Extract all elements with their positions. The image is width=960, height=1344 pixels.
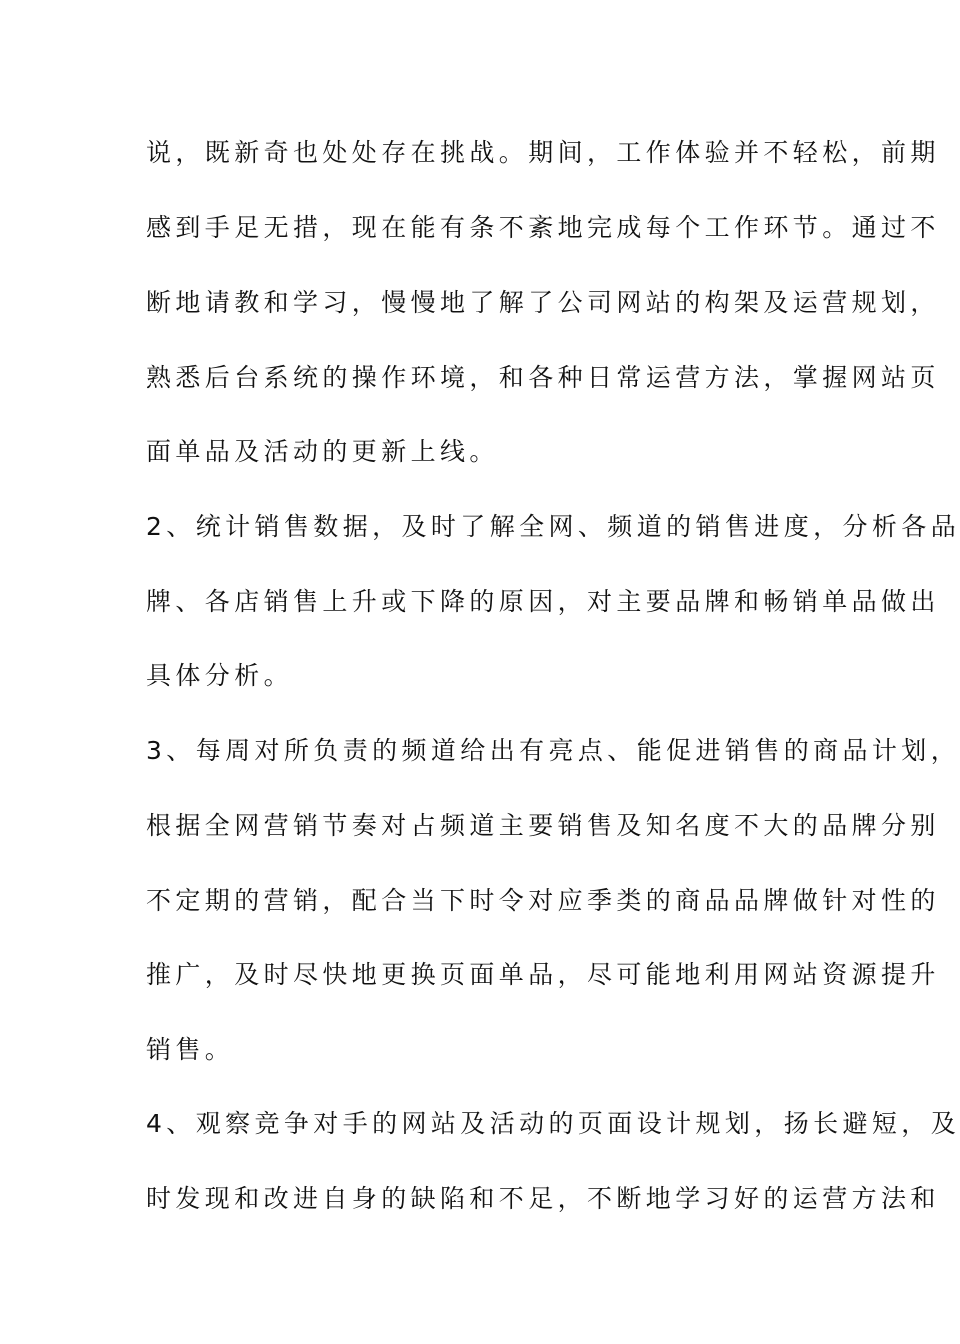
paragraph-line: 根据全网营销节奏对占频道主要销售及知名度不大的品牌分别 (146, 811, 940, 840)
paragraph-line: 断地请教和学习，慢慢地了解了公司网站的构架及运营规划， (146, 288, 940, 317)
paragraph-line: 时发现和改进自身的缺陷和不足，不断地学习好的运营方法和 (146, 1184, 940, 1213)
paragraph-line: 感到手足无措，现在能有条不紊地完成每个工作环节。通过不 (146, 213, 940, 242)
paragraph-line: 不定期的营销，配合当下时令对应季类的商品品牌做针对性的 (146, 886, 940, 915)
paragraph-line: 4、观察竞争对手的网站及活动的页面设计规划，扬长避短，及 (146, 1109, 960, 1138)
paragraph-line: 3、每周对所负责的频道给出有亮点、能促进销售的商品计划， (146, 736, 960, 765)
paragraph-line: 推广，及时尽快地更换页面单品，尽可能地利用网站资源提升 (146, 960, 940, 989)
paragraph-line: 熟悉后台系统的操作环境，和各种日常运营方法，掌握网站页 (146, 363, 940, 392)
paragraph-line: 2、统计销售数据，及时了解全网、频道的销售进度，分析各品 (146, 512, 960, 541)
paragraph-line: 面单品及活动的更新上线。 (146, 437, 499, 466)
paragraph-line: 牌、各店销售上升或下降的原因，对主要品牌和畅销单品做出 (146, 587, 940, 616)
paragraph-line: 销售。 (146, 1035, 235, 1064)
paragraph-line: 具体分析。 (146, 661, 294, 690)
paragraph-line: 说，既新奇也处处存在挑战。期间，工作体验并不轻松，前期 (146, 138, 940, 167)
